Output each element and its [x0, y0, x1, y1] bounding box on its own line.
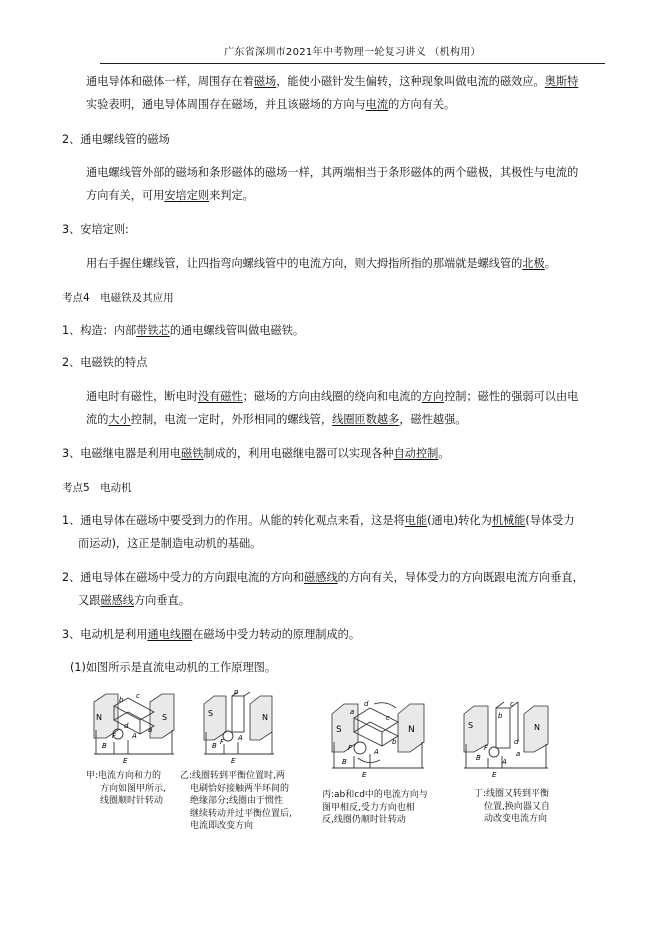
point-label: a	[350, 708, 355, 716]
point-label: A	[238, 734, 243, 742]
section-text: 方向有关，可用安培定则来判定。	[86, 189, 254, 202]
list-item: 1、通电导体在磁场中要受到力的作用。从能的转化观点来看，这是将电能(通电)转化为机械能(导体受力	[62, 514, 575, 527]
section-text: 流的大小控制，电流一定时，外形相同的螺线管，线圈匝数越多，磁性越强。	[86, 413, 467, 426]
section-text: 用右手握住螺线管，让四指弯向螺线管中的电流方向，则大拇指所指的那端就是螺线管的北极。	[86, 257, 556, 270]
blank-answer: 线圈匝数越多	[332, 413, 400, 426]
section-text: 通电时有磁性，断电时没有磁性；磁场的方向由线圈的绕向和电流的方向控制；磁性的强弱可以由电	[86, 390, 579, 403]
figure-caption-a: 甲:电流方向和力的 方向如图甲所示, 线圈顺时针转动	[86, 771, 166, 806]
point-label: b	[392, 738, 397, 746]
point-label: E	[123, 757, 128, 765]
point-label: A	[374, 748, 379, 756]
blank-answer: 磁感线	[100, 594, 134, 607]
point-label: B	[212, 742, 217, 750]
pole-label: N	[408, 725, 415, 735]
point-label: a	[516, 750, 521, 758]
blank-answer: 机械能	[491, 514, 526, 527]
point-label: F	[484, 744, 489, 752]
pole-label: S	[162, 713, 168, 722]
point-label: c	[510, 700, 514, 708]
blank-answer: 通电线圈	[147, 628, 193, 641]
topic-title: 考点4 电磁铁及其应用	[62, 292, 174, 304]
motor-diagram-b	[198, 690, 280, 765]
blank-answer: 电能	[404, 514, 428, 527]
pole-label: N	[262, 713, 268, 722]
point-label: A	[132, 732, 137, 740]
point-label: b	[234, 690, 239, 696]
pole-label: N	[534, 723, 540, 732]
blank-answer: 大小	[108, 413, 131, 426]
point-label: F	[112, 732, 117, 740]
blank-answer: 没有磁性	[197, 390, 243, 403]
para-magnetic-effect-line2: 实验表明，通电导体周围存在磁场，并且该磁场的方向与电流的方向有关。	[86, 98, 456, 111]
point-label: E	[362, 771, 367, 779]
list-item-cont: 又跟磁感线方向垂直。	[78, 594, 190, 607]
blank-answer: 带铁芯	[136, 324, 170, 337]
list-item: 2、电磁铁的特点	[62, 356, 148, 369]
point-label: d	[364, 700, 369, 708]
blank-answer: 电流	[365, 98, 389, 111]
motor-diagram-a	[88, 690, 180, 765]
pole-label: N	[96, 713, 102, 722]
point-label: F	[348, 744, 353, 752]
point-label: c	[136, 692, 140, 700]
figure-caption-c: 丙:ab和cd中的电流方向与 图甲相反,受力方向也相 反,线圈仍顺时针转动	[322, 790, 428, 825]
pole-label: S	[336, 725, 342, 735]
list-item-cont: 而运动)，这正是制造电动机的基础。	[78, 537, 262, 550]
pole-label: S	[468, 721, 474, 730]
pole-label: S	[208, 709, 214, 718]
blank-answer: 磁场	[253, 75, 277, 88]
point-label: d	[514, 738, 519, 746]
point-label: a	[148, 726, 153, 734]
para-magnetic-effect-line1: 通电导体和磁体一样，周围存在着磁场，能使小磁针发生偏转，这种现象叫做电流的磁效应。奥斯特	[86, 75, 579, 88]
point-label: B	[102, 742, 107, 750]
list-item: 3、电动机是利用通电线圈在磁场中受力转动的原理制成的。	[62, 628, 361, 641]
motor-diagram-d	[458, 698, 554, 780]
blank-answer: 安培定则	[164, 189, 210, 202]
section-title: 3、安培定则:	[62, 223, 129, 236]
motor-diagram-c	[328, 698, 428, 780]
point-label: b	[119, 696, 124, 704]
figure-caption-b: 乙:线圈转到平衡位置时,两 电刷恰好接触两半环间的 绝缘部分;线圈由于惯性 继续转动并过平衡位置后, 电流即改变方向	[180, 771, 292, 831]
point-label: E	[231, 757, 236, 765]
page-header: 广东省深圳市2021年中考物理一轮复习讲义 （机构用）	[100, 43, 605, 64]
blank-answer: 自动控制	[393, 447, 439, 460]
point-label: B	[476, 754, 481, 762]
blank-answer: 北极	[522, 257, 545, 270]
section-text: 通电螺线管外部的磁场和条形磁体的磁场一样，其两端相当于条形磁体的两个磁极，其极性与电流的	[86, 166, 579, 179]
list-item: 3、电磁继电器是利用电磁铁制成的，利用电磁继电器可以实现各种自动控制。	[62, 447, 450, 460]
section-title: 2、通电螺线管的磁场	[62, 133, 170, 146]
blank-answer: 方向	[421, 390, 445, 403]
list-item: 2、通电导体在磁场中受力的方向跟电流的方向和磁感线的方向有关，导体受力的方向既跟电流方向垂直，	[62, 571, 584, 584]
list-item: 1、构造：内部带铁芯的通电螺线管叫做电磁铁。	[62, 324, 305, 337]
point-label: c	[386, 714, 390, 722]
point-label: d	[124, 722, 129, 730]
blank-answer: 奥斯特	[544, 75, 579, 88]
point-label: b	[498, 712, 503, 720]
point-label: B	[342, 758, 347, 766]
figure-caption-d: 丁:线圈又转到平衡 位置,换向器又自 动改变电流方向	[474, 789, 550, 824]
point-label: E	[492, 771, 497, 779]
point-label: A	[502, 758, 507, 766]
blank-answer: 磁感线	[304, 571, 338, 584]
figure-intro: (1)如图所示是直流电动机的工作原理图。	[70, 661, 277, 674]
topic-title: 考点5 电动机	[62, 482, 132, 494]
blank-answer: 磁铁	[181, 447, 204, 460]
point-label: F	[220, 738, 225, 746]
